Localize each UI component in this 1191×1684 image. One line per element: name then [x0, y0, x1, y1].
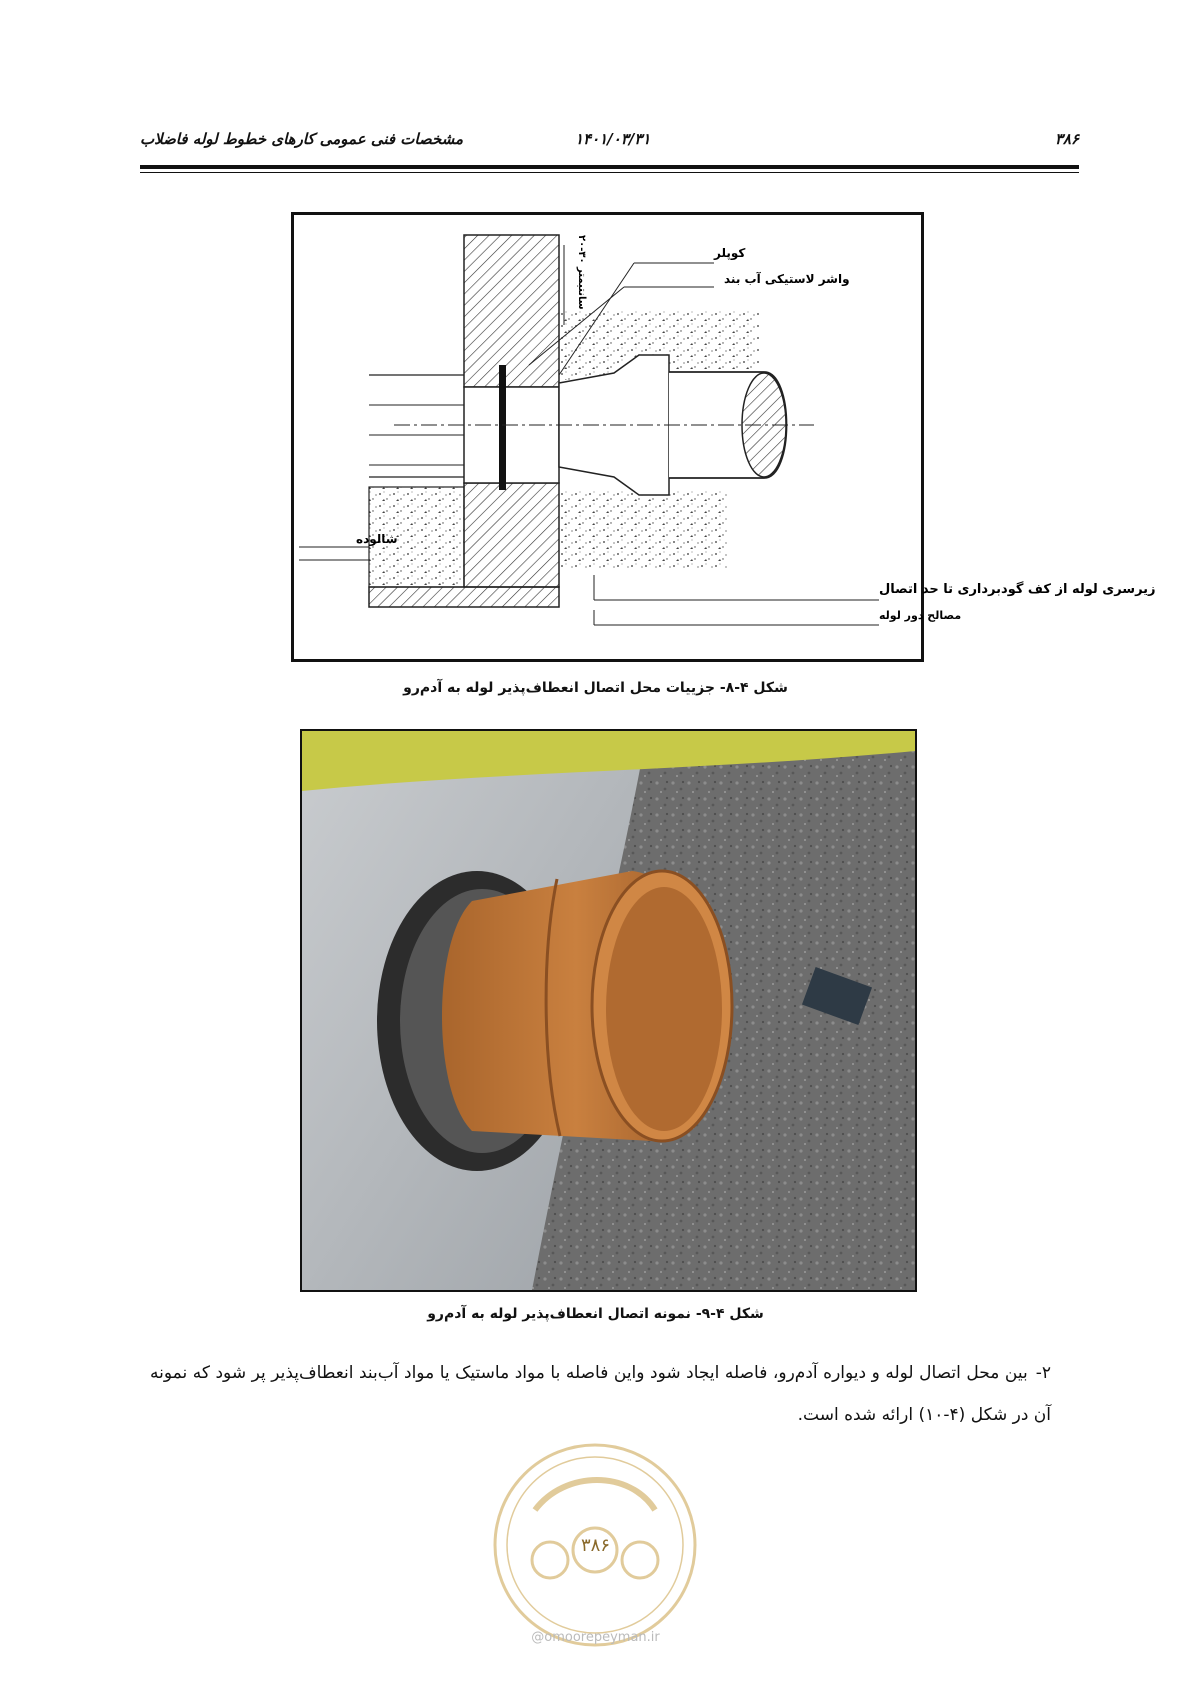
- foundation: [369, 587, 559, 607]
- watermark-page-number: ۳۸۶: [580, 1535, 610, 1556]
- figure2-caption: شکل ۴-۹- نمونه اتصال انعطاف‌پذیر لوله به آدم‌رو: [427, 1306, 764, 1322]
- rubber-washer: [499, 365, 506, 490]
- figure1-caption: شکل ۴-۸- جزییات محل اتصال انعطاف‌پذیر لوله به آدم‌رو: [403, 680, 788, 696]
- label-surround: مصالح دور لوله: [879, 609, 962, 622]
- figure-pipe-connection-diagram: [291, 212, 1156, 662]
- header-rule-thick: [140, 165, 1079, 169]
- header-title: مشخصات فنی عمومی کارهای خطوط لوله فاضلاب: [140, 130, 464, 148]
- header-date: ۱۴۰۱/۰۳/۳۱: [575, 130, 651, 148]
- manhole-wall-upper: [464, 235, 559, 387]
- watermark-site: @omoorepeyman.ir: [531, 1630, 660, 1645]
- paragraph-text: بین محل اتصال لوله و دیواره آدم‌رو، فاصله ایجاد شود واین فاصله با مواد ماستیک یا مواد آب‌بند انعطاف‌پذیر پر شود که نمونه آن در شکل (۴-۱۰) ارائه شده است.: [150, 1363, 1051, 1425]
- figure-pipe-connection-photo: [300, 729, 917, 1292]
- soil-bottom: [559, 490, 729, 570]
- header-rule-thin: [140, 172, 1079, 173]
- label-washer: واشر لاستیکی آب بند: [724, 272, 850, 286]
- body-paragraph: [150, 1352, 1051, 1436]
- manhole-wall-lower: [464, 483, 559, 587]
- label-foundation: شالوده: [356, 532, 398, 546]
- header-page-number: ۳۸۶: [1054, 130, 1079, 148]
- page-header: [140, 130, 1079, 164]
- label-bedding: زیرسری لوله از کف گودبرداری تا حد اتصال: [879, 582, 1156, 597]
- label-dimension: ۲۰-۳۰ سانتیمتر: [576, 235, 587, 310]
- paragraph-number: ۲-: [1035, 1363, 1051, 1383]
- label-coupler: کوپلر: [714, 246, 746, 260]
- pipe-in-wall: [464, 387, 559, 483]
